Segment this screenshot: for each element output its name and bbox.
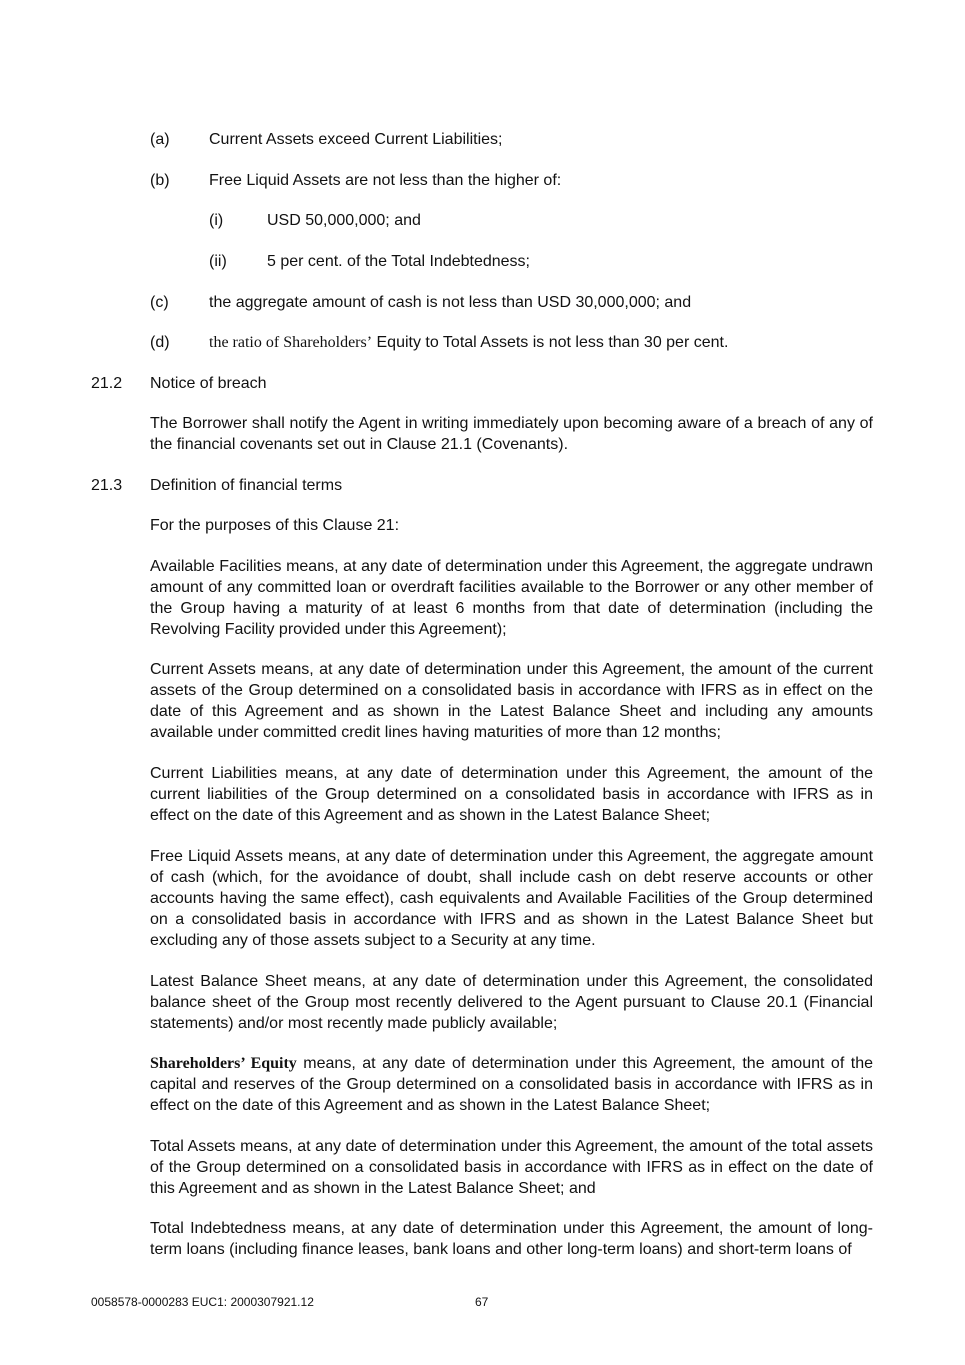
- defined-term: Available Facilities: [150, 558, 282, 575]
- defined-term: Shareholders’ Equity: [150, 1055, 297, 1072]
- clause-heading: Notice of breach: [150, 375, 267, 392]
- item-label: (b): [150, 172, 170, 189]
- clause-heading: Definition of financial terms: [150, 477, 343, 494]
- item-label: (c): [150, 294, 169, 311]
- defined-term: Current Liabilities: [150, 765, 278, 782]
- item-text: 5 per cent. of the Total Indebtedness;: [267, 253, 530, 270]
- clause-21-2-body: The Borrower shall notify the Agent in writing immediately upon becoming aware of a breach of any of the financial covenants set out in Clause 21.1 (Covenants).: [150, 415, 873, 453]
- footer-doc-ref: 0058578-0000283 EUC1: 2000307921.12: [91, 1295, 314, 1309]
- clause-21-3-intro: For the purposes of this Clause 21:: [150, 517, 400, 534]
- clause-number: 21.2: [91, 375, 123, 392]
- defined-term: Free Liquid Assets: [150, 848, 284, 865]
- definition-current-assets: [150, 659, 873, 743]
- definition-text: means, at any date of determination under this Agreement, the amount of the current liabilities of the Group determined on a consolidated basis in accordance with IFRS as in effect on the date of this Agreement and as shown in the Latest Balance Sheet;: [150, 765, 874, 824]
- definition-shareholders-equity: [150, 1053, 873, 1116]
- definition-text: means, at any date of determination under this Agreement, the aggregate amount of cash (which, for the avoidance of doubt, shall include cash on debt reserve accounts or other accounts having the same effect), cash equivalents and Available Facilities of the Group determined on a consolidated basis in accordance with IFRS and as shown in the Latest Balance Sheet but excluding any of those assets subject to a Security at any time.: [150, 848, 874, 949]
- definition-available-facilities: [150, 556, 873, 640]
- definition-text: means, at any date of determination under this Agreement, the aggregate undrawn amount of any committed loan or overdraft facilities available to the Borrower or any other member of the Group having a maturity of at least 6 months from that date of determination (including the Revolving Facility provided under this Agreement);: [150, 558, 873, 638]
- item-label: (ii): [209, 253, 227, 270]
- item-text-serif: the ratio of Shareholders’: [209, 334, 373, 351]
- definition-text: means, at any date of determination under this Agreement, the amount of long-term loans (including finance leases, bank loans and other long-term loans) and short-term loans of: [150, 1220, 873, 1258]
- defined-term: Current: [150, 661, 204, 678]
- defined-term: Latest Balance: [150, 973, 259, 990]
- item-label: (i): [209, 212, 224, 229]
- definition-current-liabilities: [150, 763, 873, 826]
- definition-text: Assets means, at any date of determination under this Agreement, the amount of the current assets of the Group determined on a consolidated basis in accordance with IFRS as in effect on the date of this Agreement and as shown in the Latest Balance Sheet and including any amounts available under committed credit lines having maturities of more than 12 months;: [150, 661, 873, 741]
- item-text: the aggregate amount of cash is not less than USD 30,000,000; and: [209, 294, 692, 311]
- footer-page-number: 67: [475, 1295, 489, 1309]
- definition-text: means, at any date of determination under this Agreement, the amount of the capital and reserves of the Group determined on a consolidated basis in accordance with IFRS as in effect on the date of this Agreement and as shown in the Latest Balance Sheet;: [150, 1055, 874, 1114]
- item-text: Current Assets exceed Current Liabilities;: [209, 131, 503, 148]
- clause-number: 21.3: [91, 477, 123, 494]
- definition-text: Sheet means, at any date of determination under this Agreement, the consolidated balance sheet of the Group most recently delivered to the Agent pursuant to Clause 20.1 (Financial statements) and/or most recently made publicly available;: [150, 973, 873, 1032]
- definition-free-liquid-assets: [150, 846, 873, 951]
- item-label: (a): [150, 131, 170, 148]
- definition-text: means, at any date of determination under this Agreement, the amount of the total assets of the Group determined on a consolidated basis in accordance with IFRS as in effect on the date of this Agreement and as shown in the Latest Balance Sheet; and: [150, 1138, 874, 1197]
- defined-term: Total Assets: [150, 1138, 236, 1155]
- definition-latest-balance-sheet: [150, 971, 873, 1034]
- item-text: Free Liquid Assets are not less than the higher of:: [209, 172, 562, 189]
- definition-total-assets: [150, 1136, 873, 1199]
- defined-term: Total Indebtedness: [150, 1220, 287, 1237]
- item-label: (d): [150, 334, 170, 351]
- item-text: [209, 332, 728, 353]
- item-text: USD 50,000,000; and: [267, 212, 421, 229]
- definition-total-indebtedness: [150, 1218, 873, 1260]
- item-text-rest: Equity to Total Assets is not less than 30 per cent.: [372, 334, 729, 351]
